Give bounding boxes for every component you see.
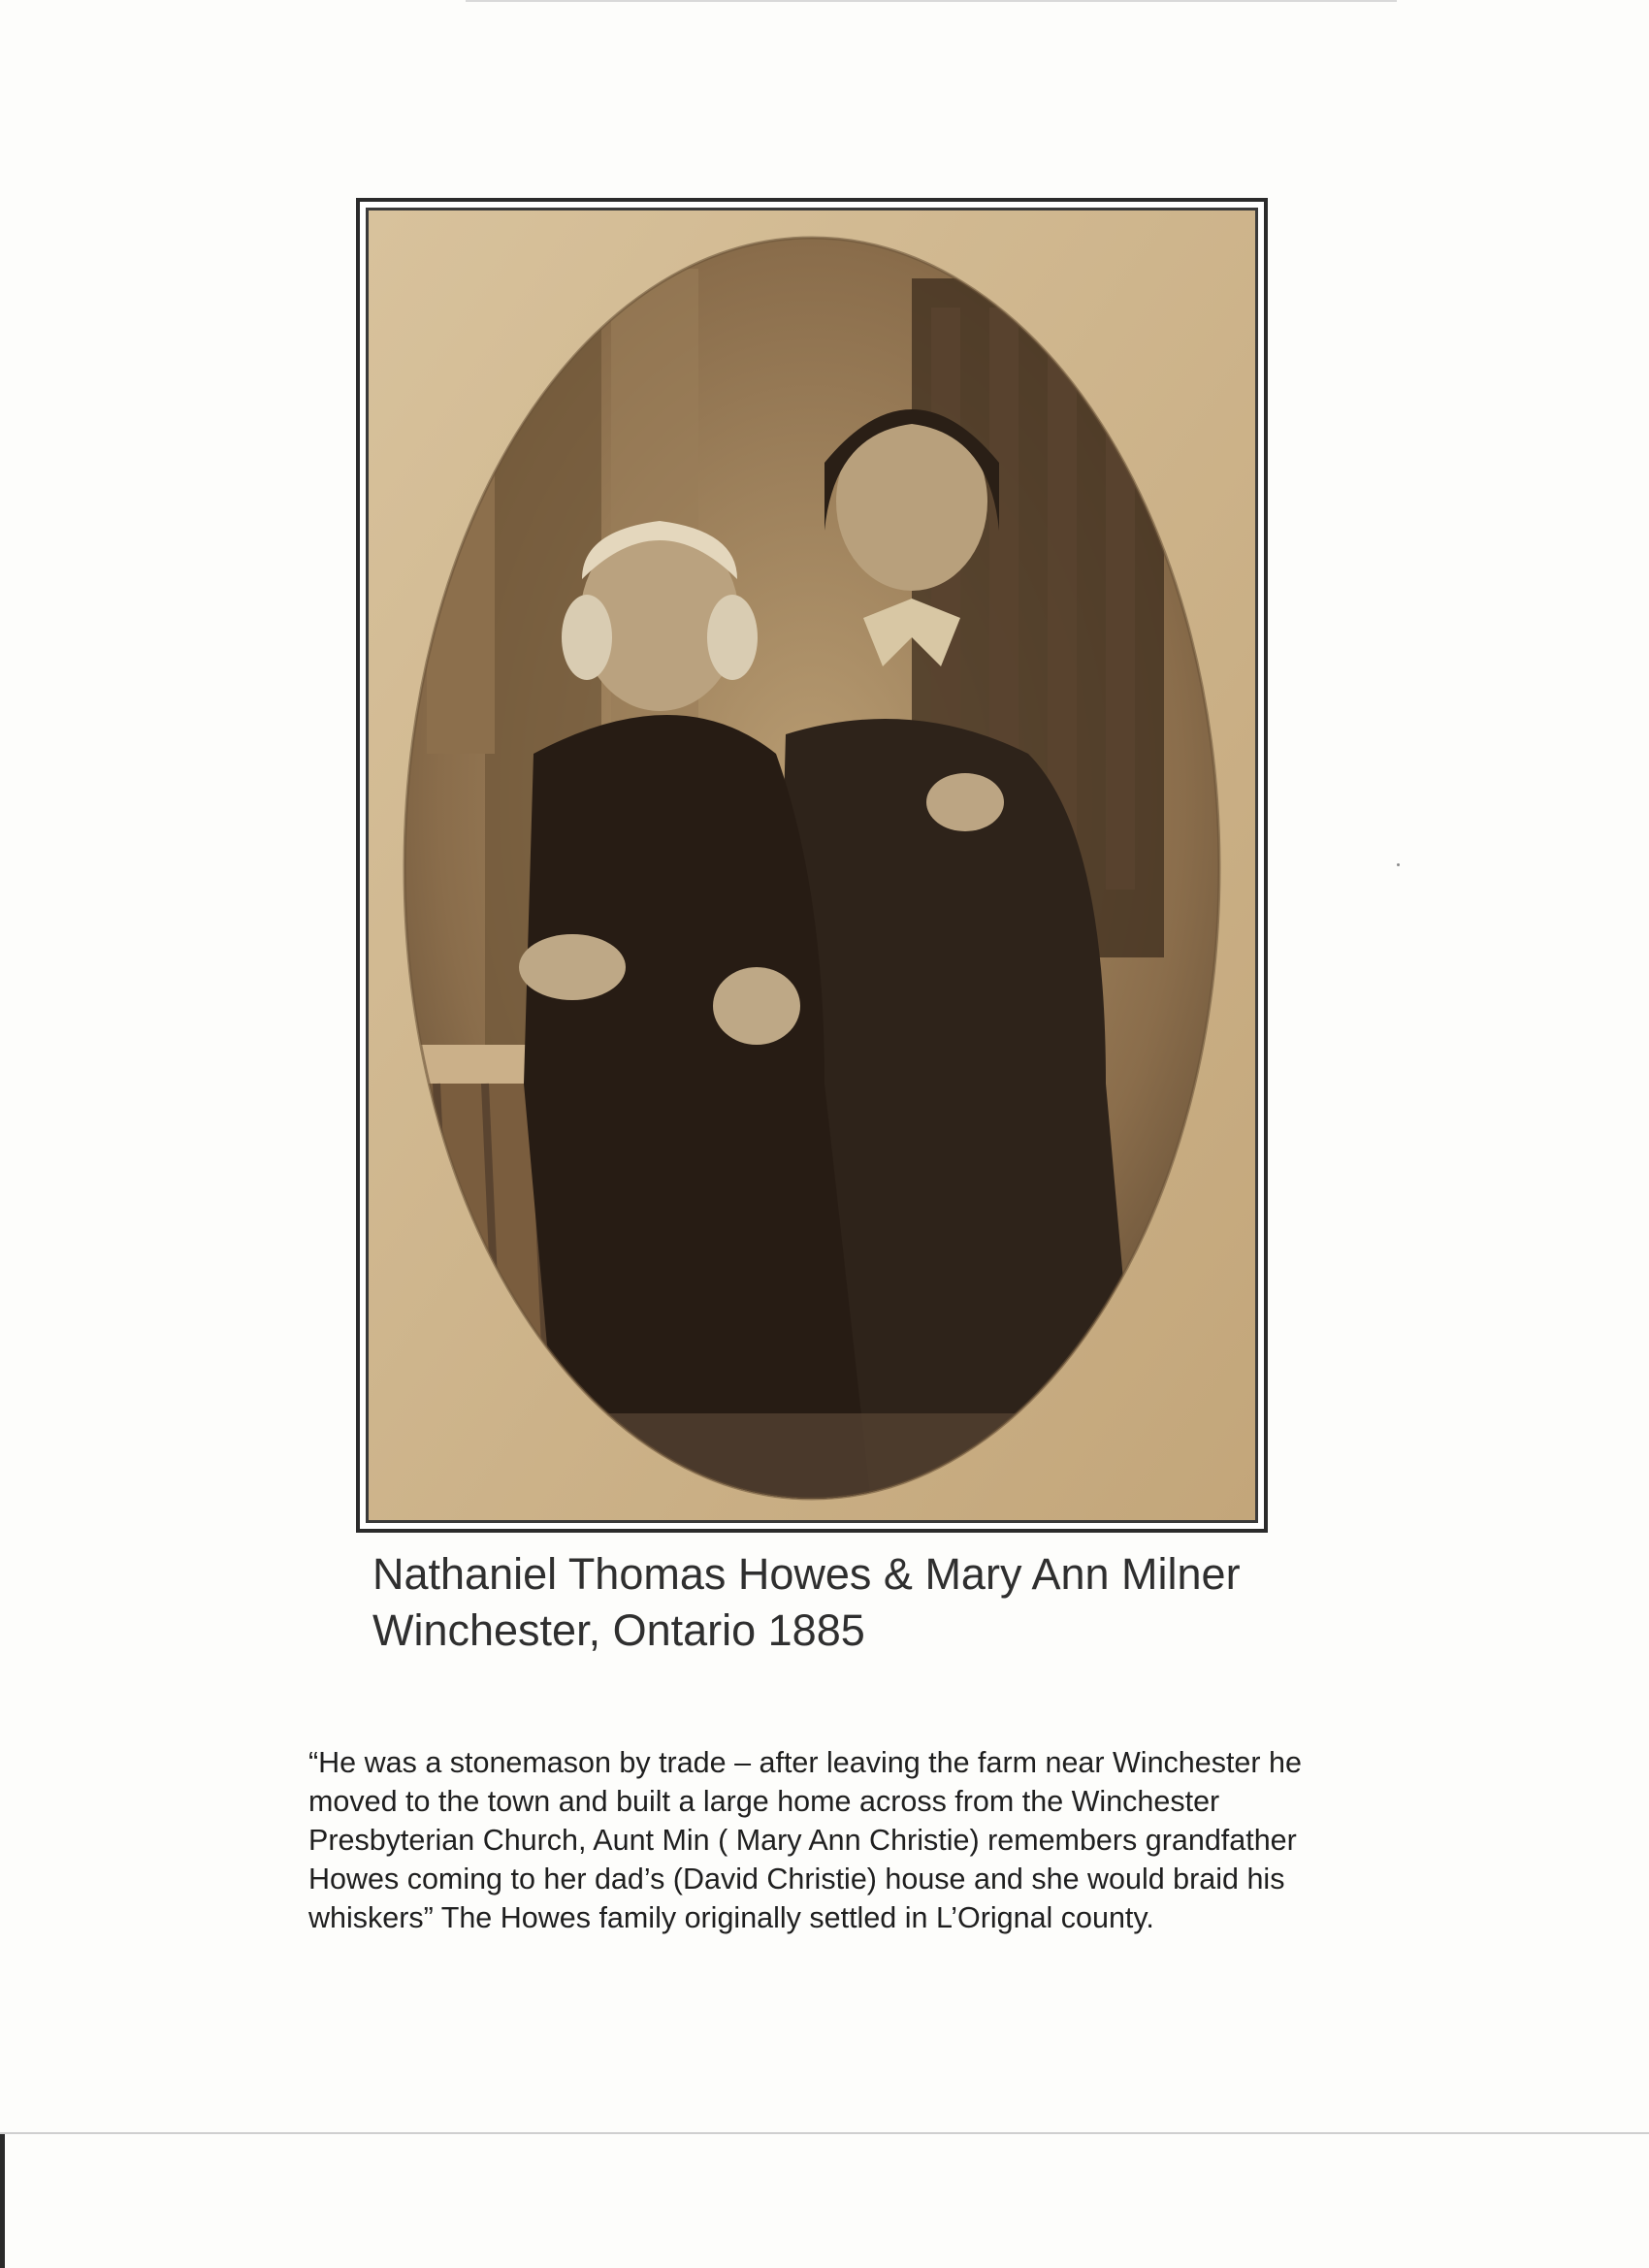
photo-caption: [372, 1546, 1342, 1659]
scan-artifact-dot: [1397, 863, 1400, 866]
quote-line: Presbyterian Church, Aunt Min ( Mary Ann Christie) remembers grandfather: [308, 1824, 1297, 1857]
quote-paragraph: [308, 1743, 1424, 1937]
scan-artifact-line: [466, 0, 1397, 2]
sepia-portrait-photo: [366, 208, 1258, 1523]
scan-artifact-edge: [0, 2134, 5, 2268]
portrait-illustration: [369, 211, 1255, 1520]
caption-names: Nathaniel Thomas Howes & Mary Ann Milner: [372, 1549, 1241, 1599]
scan-artifact-line: [0, 2132, 1649, 2134]
quote-line: Howes coming to her dad’s (David Christie) house and she would braid his: [308, 1863, 1285, 1895]
photo-frame: [356, 198, 1268, 1533]
quote-line: moved to the town and built a large home across from the Winchester: [308, 1785, 1220, 1818]
quote-line: “He was a stonemason by trade – after leaving the farm near Winchester he: [308, 1746, 1302, 1779]
quote-line: whiskers” The Howes family originally settled in L’Orignal county.: [308, 1901, 1154, 1934]
caption-place-date: Winchester, Ontario 1885: [372, 1605, 865, 1655]
